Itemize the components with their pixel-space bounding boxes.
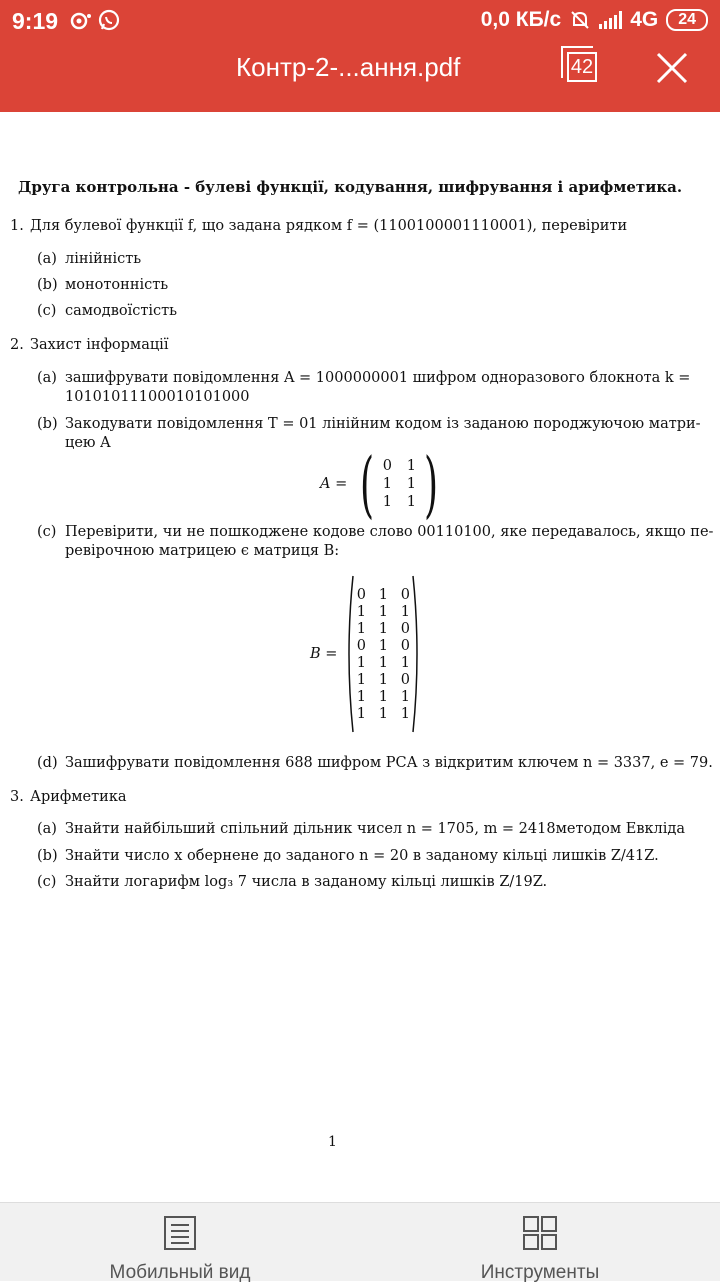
q3-text: Арифметика	[30, 789, 127, 805]
matrix-b-cell: 1	[378, 705, 389, 722]
q1-number: 1.	[10, 218, 24, 234]
q2-number: 2.	[10, 337, 24, 353]
mobile-view-label: Мобильный вид	[109, 1262, 251, 1283]
q2-c-line2: ревірочною матрицею є матриця B:	[65, 543, 340, 559]
q2-d-text: Зашифрувати повідомлення 688 шифром РСА з відкритим ключем n = 3337, e = 79.	[65, 755, 713, 771]
status-bar	[0, 0, 720, 44]
network-type: 4G	[630, 8, 659, 31]
matrix-a-cell: 1	[382, 476, 392, 492]
q3-a-label: (a)	[37, 821, 57, 837]
top-app-bar	[0, 0, 720, 112]
matrix-b-cell: 1	[378, 603, 389, 620]
mobile-view-button[interactable]	[80, 1215, 280, 1284]
page-number: 1	[328, 1134, 337, 1150]
document-lines-icon	[163, 1215, 197, 1251]
matrix-b-cell: 0	[400, 586, 411, 603]
q2-c-line1: Перевірити, чи не пошкоджене кодове слово 00110100, яке передавалось, якщо пе-	[65, 524, 714, 540]
q2-b-line1: Закодувати повідомлення T = 01 лінійним кодом із заданою породжуючою матри-	[65, 416, 701, 432]
q2-b-label: (b)	[37, 416, 58, 432]
matrix-a-cells	[381, 458, 417, 510]
q3-a-text: Знайти найбільший спільний дільник чисел n = 1705, m = 2418методом Евкліда	[65, 821, 685, 837]
muted-bell-icon	[569, 9, 591, 31]
q3-b-label: (b)	[37, 848, 58, 864]
q1-b-label: (b)	[37, 277, 58, 293]
matrix-b-cell: 0	[356, 586, 367, 603]
q3-number: 3.	[10, 789, 24, 805]
matrix-b-cell: 1	[378, 637, 389, 654]
matrix-a-cell: 1	[382, 494, 392, 510]
matrix-b-cell: 1	[378, 671, 389, 688]
doc-heading: Друга контрольна - булеві функції, кодування, шифрування і арифметика.	[18, 178, 683, 196]
matrix-b-cell: 1	[356, 705, 367, 722]
q1-a-label: (a)	[37, 251, 57, 267]
matrix-b-cell: 1	[400, 603, 411, 620]
matrix-a-cell: 1	[406, 476, 416, 492]
matrix-a-label: A =	[320, 476, 348, 492]
pdf-page	[0, 112, 720, 1202]
q2-d-label: (d)	[37, 755, 58, 771]
close-icon[interactable]	[652, 48, 692, 88]
matrix-b-right-paren	[411, 574, 423, 734]
status-right	[481, 8, 708, 32]
matrix-b-cell: 1	[356, 654, 367, 671]
tools-label: Инструменты	[480, 1262, 600, 1283]
q1-a-text: лінійність	[65, 251, 142, 267]
q3-c-text: Знайти логарифм log₃ 7 числа в заданому кільці лишків Z/19Z.	[65, 874, 548, 890]
bottom-toolbar	[0, 1202, 720, 1281]
q2-b-line2: цею A	[65, 435, 111, 451]
matrix-a-cell: 1	[406, 458, 416, 474]
matrix-b-cell: 1	[400, 705, 411, 722]
document-title: Контр-2-...ання.pdf	[236, 52, 461, 82]
matrix-b-cell: 0	[356, 637, 367, 654]
matrix-b-cell: 1	[378, 688, 389, 705]
q1-c-label: (c)	[37, 303, 57, 319]
q1-text: Для булевої функції f, що задана рядком f = (1100100001110001), перевірити	[30, 218, 628, 234]
q2-c-label: (c)	[37, 524, 57, 540]
matrix-b-cell: 0	[400, 620, 411, 637]
matrix-b	[310, 574, 423, 734]
matrix-b-cell: 1	[378, 620, 389, 637]
status-time: 9:19	[12, 8, 59, 34]
matrix-a-cell: 1	[406, 494, 416, 510]
battery-icon: 24	[666, 9, 708, 31]
tools-button[interactable]	[440, 1215, 640, 1284]
notification-icons	[70, 9, 120, 37]
page-switcher-button[interactable]	[561, 46, 597, 82]
grid-icon	[522, 1215, 558, 1251]
q2-a-line1: зашифрувати повідомлення A = 1000000001 шифром одноразового блокнота k =	[65, 370, 691, 386]
matrix-b-cell: 1	[356, 603, 367, 620]
q1-c-text: самодвоїстість	[65, 303, 178, 319]
network-speed: 0,0 КБ/с	[480, 8, 562, 31]
matrix-a-cell: 0	[382, 458, 392, 474]
matrix-b-cell: 0	[400, 671, 411, 688]
matrix-b-cell: 1	[356, 671, 367, 688]
q2-a-line2: 10101011100010101000	[65, 389, 250, 405]
matrix-a-right-paren: )	[424, 442, 439, 526]
signal-icon	[599, 11, 622, 29]
q2-a-label: (a)	[37, 370, 57, 386]
matrix-b-cell: 1	[356, 688, 367, 705]
matrix-b-label: B =	[310, 646, 338, 662]
podcast-icon	[70, 11, 92, 31]
whatsapp-icon	[98, 9, 120, 31]
matrix-b-cell: 1	[400, 688, 411, 705]
matrix-b-cell: 1	[400, 654, 411, 671]
matrix-b-cell: 0	[400, 637, 411, 654]
matrix-b-left-paren	[343, 574, 355, 734]
matrix-b-cells	[355, 587, 411, 722]
matrix-b-cell: 1	[378, 586, 389, 603]
matrix-a-left-paren: (	[360, 442, 375, 526]
matrix-b-cell: 1	[356, 620, 367, 637]
q2-text: Захист інформації	[30, 337, 169, 353]
q3-b-text: Знайти число x обернене до заданого n = 20 в заданому кільці лишків Z/41Z.	[65, 848, 659, 864]
q1-b-text: монотонність	[65, 277, 169, 293]
matrix-b-cell: 1	[378, 654, 389, 671]
q3-c-label: (c)	[37, 874, 57, 890]
pages-count: 42	[567, 52, 597, 82]
matrix-a	[320, 442, 445, 526]
